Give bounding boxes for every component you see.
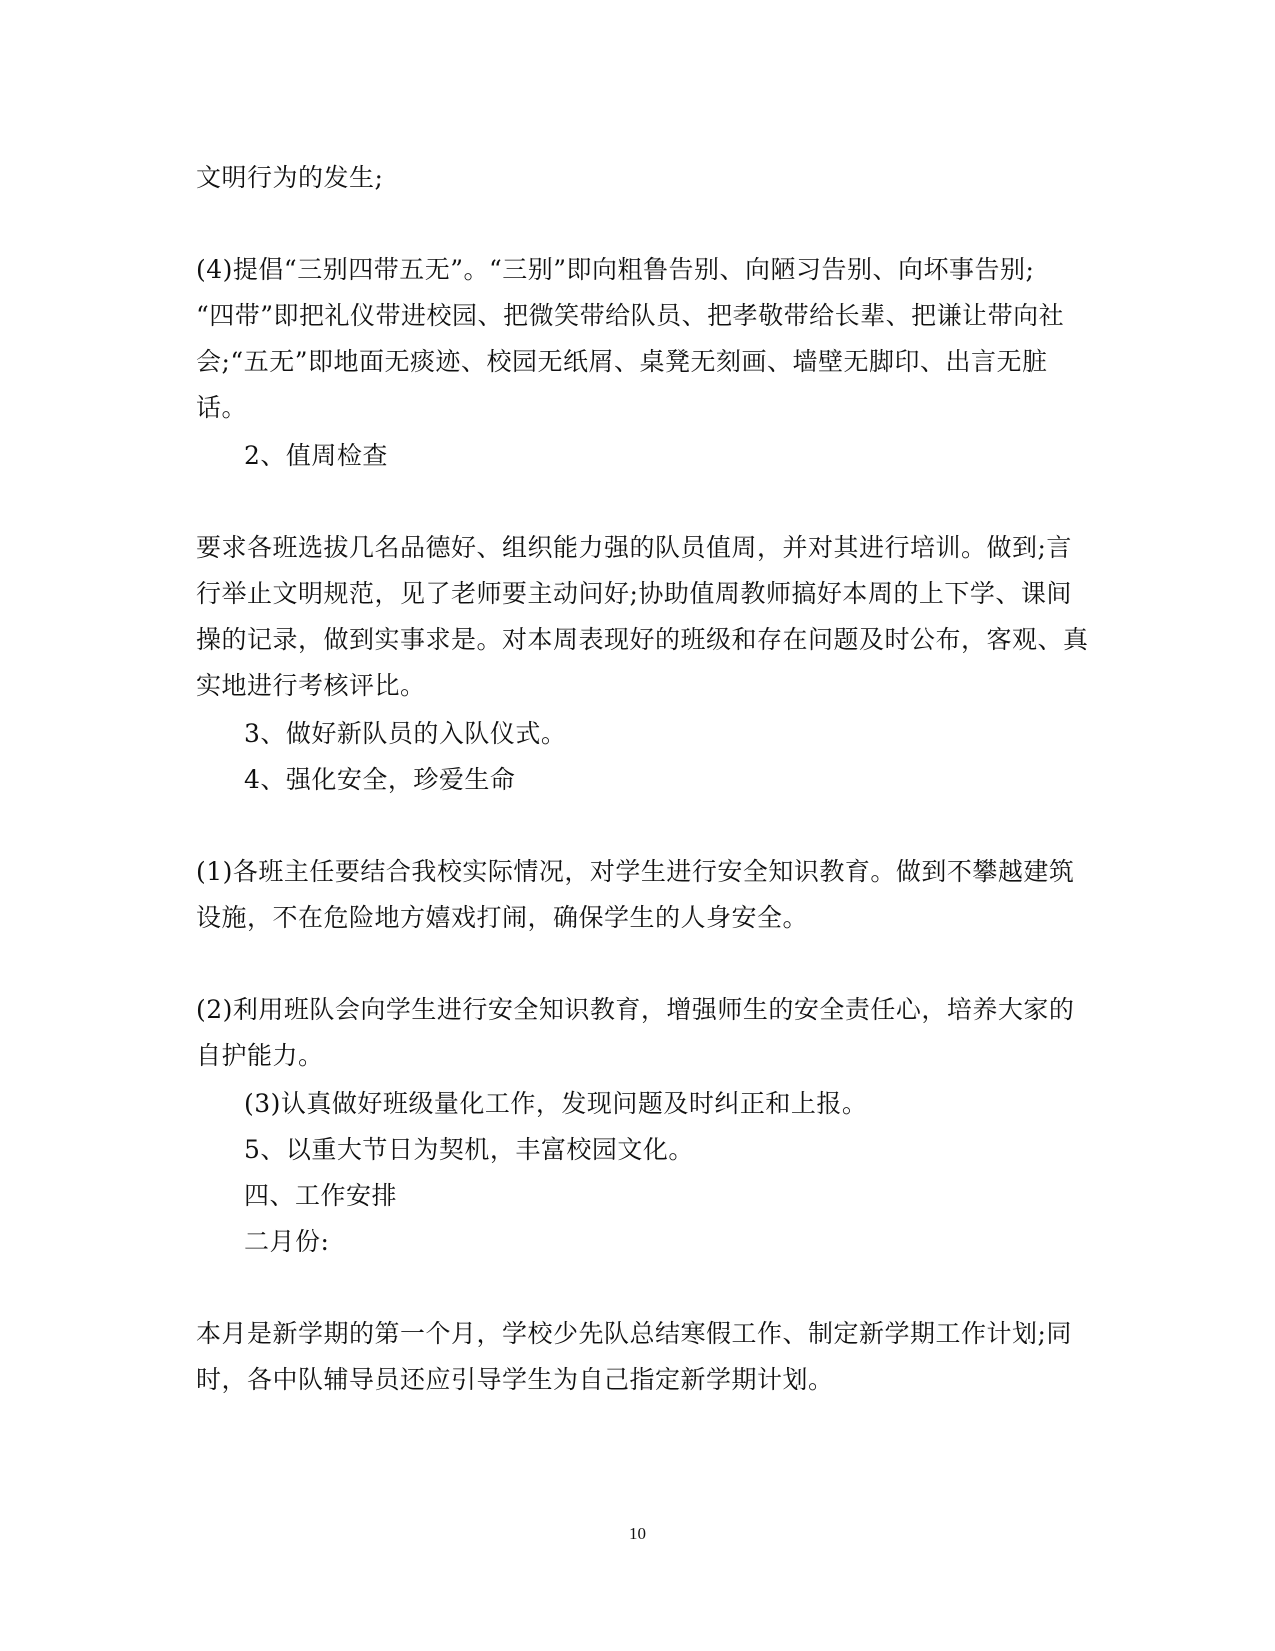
text-line: 自护能力。: [196, 1041, 324, 1070]
text-line: 话。: [196, 393, 248, 422]
text-line: “四带”即把礼仪带进校园、把微笑带给队员、把孝敬带给长辈、把谦让带向社: [196, 301, 1065, 330]
section-heading: 二月份:: [244, 1227, 330, 1256]
section-heading: 5、以重大节日为契机，丰富校园文化。: [244, 1135, 694, 1164]
section-heading: 四、工作安排: [244, 1181, 398, 1210]
section-heading: 4、强化安全，珍爱生命: [244, 765, 516, 794]
text-line: 实地进行考核评比。: [196, 671, 426, 700]
text-line: 时，各中队辅导员还应引导学生为自己指定新学期计划。: [196, 1365, 834, 1394]
text-line: (2)利用班队会向学生进行安全知识教育，增强师生的安全责任心，培养大家的: [196, 995, 1075, 1024]
text-line: 操的记录，做到实事求是。对本周表现好的班级和存在问题及时公布，客观、真: [196, 625, 1089, 654]
text-line: 要求各班选拔几名品德好、组织能力强的队员值周，并对其进行培训。做到;言: [196, 533, 1072, 562]
text-line: 文明行为的发生;: [196, 163, 384, 192]
section-heading: 2、值周检查: [244, 441, 388, 470]
text-line: 设施，不在危险地方嬉戏打闹，确保学生的人身安全。: [196, 903, 809, 932]
text-line: 行举止文明规范，见了老师要主动问好;协助值周教师搞好本周的上下学、课间: [196, 579, 1072, 608]
text-line: 会;“五无”即地面无痰迹、校园无纸屑、桌凳无刻画、墙壁无脚印、出言无脏: [196, 347, 1048, 376]
text-line: (1)各班主任要结合我校实际情况，对学生进行安全知识教育。做到不攀越建筑: [196, 857, 1075, 886]
text-line: (4)提倡“三别四带五无”。“三别”即向粗鲁告别、向陋习告别、向坏事告别;: [196, 255, 1035, 284]
text-line: 本月是新学期的第一个月，学校少先队总结寒假工作、制定新学期工作计划;同: [196, 1319, 1072, 1348]
text-line: (3)认真做好班级量化工作，发现问题及时纠正和上报。: [244, 1089, 868, 1118]
page-number: 10: [629, 1524, 646, 1543]
section-heading: 3、做好新队员的入队仪式。: [244, 719, 567, 748]
